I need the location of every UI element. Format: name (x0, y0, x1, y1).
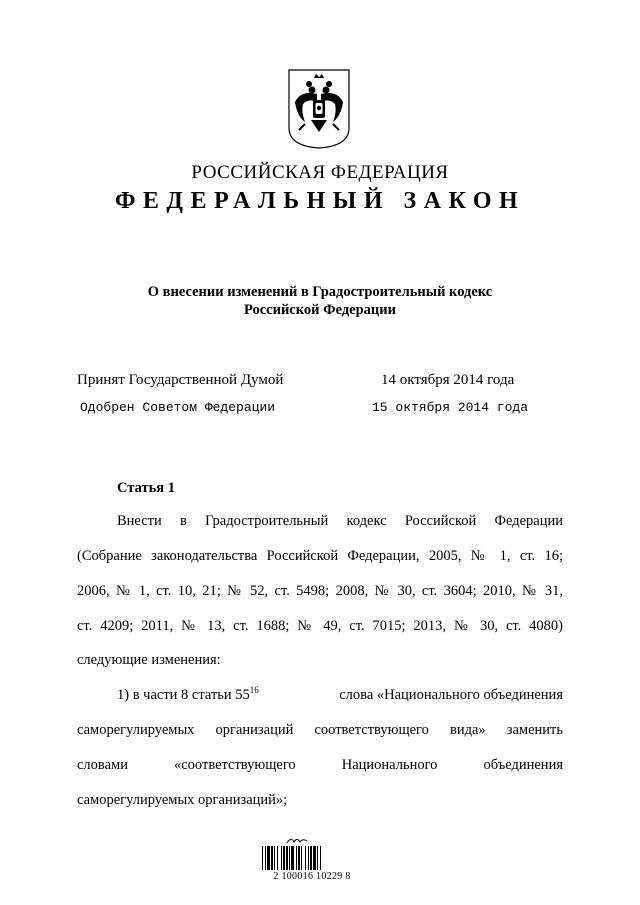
barcode-bar (291, 846, 294, 870)
barcode-bar (265, 846, 266, 870)
item-1-line3: словами «соответствующего Национального объединения (77, 757, 563, 773)
country-name: РОССИЙСКАЯ ФЕДЕРАЦИЯ (191, 162, 449, 183)
barcode-bar (267, 846, 270, 870)
barcode-bar (301, 846, 302, 870)
barcode-bar (281, 846, 282, 870)
barcode-bar (308, 846, 309, 870)
barcode-bar (305, 846, 306, 870)
article-heading: Статья 1 (117, 480, 175, 496)
article-number-superscript: 16 (249, 685, 259, 696)
article-text-line: 2006, № 1, ст. 10, 21; № 52, ст. 5498; 2008, № 30, ст. 3604; 2010, № 31, (77, 583, 563, 599)
law-title (0, 283, 640, 319)
barcode-bar (296, 846, 297, 870)
barcode-bar (274, 846, 275, 870)
handwritten-mark (285, 833, 309, 845)
barcode-number: 2 100016 10229 8 (273, 871, 351, 882)
council-approval-date: 15 октября 2014 года (372, 400, 529, 415)
item-1-line4: саморегулируемых организаций»; (77, 792, 288, 808)
duma-adoption-date: 14 октября 2014 года (381, 372, 515, 388)
article-text-line: ст. 4209; 2011, № 13, ст. 1688; № 49, ст. 7015; 2013, № 30, ст. 4080) (77, 618, 563, 634)
barcode-bar (271, 846, 273, 870)
barcode-bar (277, 846, 278, 870)
item-1-prefix: 1) в части 8 статьи $55^{16}$ (117, 685, 259, 703)
barcode-bar (286, 846, 288, 870)
duma-adoption-label: Принят Государственной Думой (77, 372, 284, 388)
article-text-line: следующие изменения: (77, 652, 221, 668)
item-1-rest: слова «Национального объединения (339, 687, 563, 703)
barcode-bar (262, 846, 263, 870)
law-title-line1: О внесении изменений в Градостроительный кодекс (147, 284, 493, 300)
council-approval-label: Одобрен Советом Федерации (80, 400, 276, 415)
barcode-bar (317, 846, 318, 870)
barcode-bar (289, 846, 290, 870)
item-1-line2: саморегулируемых организаций соответствующего вида» заменить (77, 722, 563, 738)
law-title-line2: Российской Федерации (243, 302, 396, 318)
coat-of-arms-icon (287, 68, 351, 150)
article-text-line: (Собрание законодательства Российской Федерации, 2005, № 1, ст. 16; (77, 548, 563, 564)
law-type-heading: ФЕДЕРАЛЬНЫЙ ЗАКОН (114, 188, 526, 214)
barcode-bar (320, 846, 321, 870)
barcode-bar (298, 846, 300, 870)
barcode-bar (310, 846, 312, 870)
barcode-bar (283, 846, 285, 870)
article-text-line: Внести в Градостроительный кодекс Российской Федерации (117, 513, 563, 529)
item-1-line1 (117, 686, 563, 704)
barcode-bar (313, 846, 316, 870)
